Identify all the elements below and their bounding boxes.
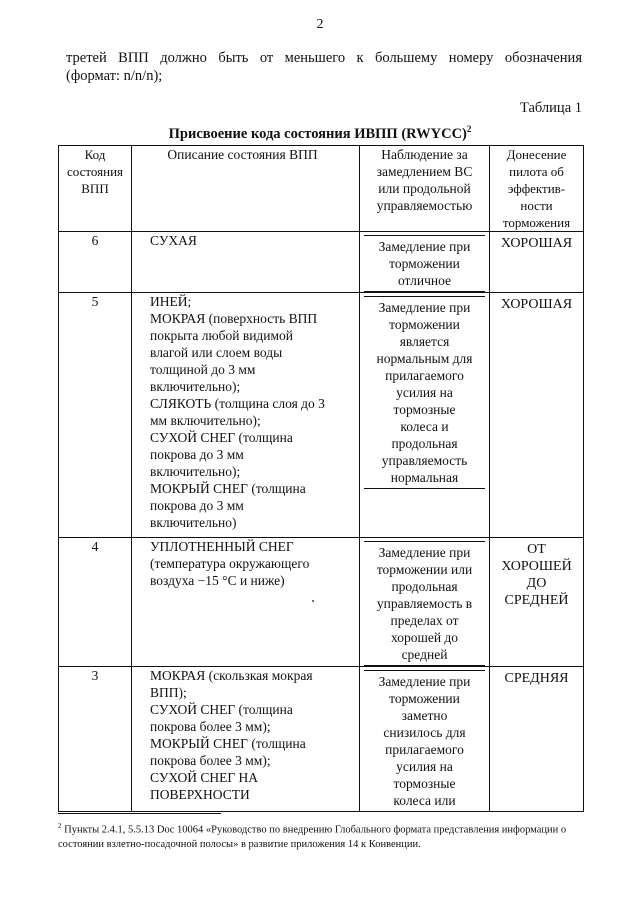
cell-text-line: пределах от	[390, 613, 459, 628]
cell-text-line: МОКРЫЙ СНЕГ (толщина	[150, 736, 306, 751]
row-observation	[360, 293, 490, 538]
cell-text-line: включительно);	[150, 464, 241, 479]
table-row	[59, 293, 584, 538]
header-observation	[360, 146, 490, 232]
cell-text-line: покрыта любой видимой	[150, 328, 294, 343]
observation-box	[364, 235, 485, 292]
cell-text-line: тормозные	[393, 402, 456, 417]
table-row	[59, 538, 584, 667]
table-title-text: Присвоение кода состояния ИВПП (RWYCC)	[168, 125, 467, 142]
row-description	[132, 667, 360, 812]
cell-text-line: усилия на	[396, 759, 453, 774]
cell-text-line: снизилось для	[383, 725, 466, 740]
cell-text-line: является	[399, 334, 450, 349]
cell-text-line: нормальным для	[376, 351, 473, 366]
cell-text-line: УПЛОТНЕННЫЙ СНЕГ	[150, 539, 294, 554]
cell-text-line: включительно);	[150, 379, 241, 394]
footnote	[58, 819, 582, 852]
cell-text-line: Замедление при	[378, 674, 471, 689]
table-row	[59, 232, 584, 293]
cell-text-line: Замедление при	[378, 545, 471, 560]
cell-text-line: управляемость в	[376, 596, 473, 611]
footnote-number: 2	[58, 822, 62, 830]
cell-text-line: СУХОЙ СНЕГ (толщина	[150, 702, 293, 717]
cell-text-line: усилия на	[396, 385, 453, 400]
row-code: 3	[59, 667, 132, 812]
cell-text-line: Замедление при	[378, 300, 471, 315]
header-description	[132, 146, 360, 232]
observation-box	[364, 296, 485, 489]
cell-text-line: прилагаемого	[385, 742, 464, 757]
cell-text-line: замедлением ВС	[376, 164, 473, 179]
table-header-row	[59, 146, 584, 232]
report-text	[490, 670, 583, 687]
report-text	[490, 235, 583, 252]
cell-text-line: СРЕДНЯЯ	[504, 671, 569, 686]
cell-text-line: заметно	[401, 708, 448, 723]
cell-text-line: ности	[520, 198, 553, 213]
observation-box	[364, 670, 485, 811]
observation-box	[364, 541, 485, 666]
cell-text-line: ХОРОШЕЙ	[501, 559, 572, 574]
cell-text-line: колеса или	[393, 793, 456, 808]
cell-text-line: прилагаемого	[385, 368, 464, 383]
cell-text-line: колеса и	[400, 419, 449, 434]
cell-text-line: Описание состояния ВПП	[167, 147, 318, 162]
cell-text-line: или продольной	[378, 181, 471, 196]
header-report	[490, 146, 584, 232]
cell-text-line: состояния	[67, 164, 123, 179]
row-observation	[360, 232, 490, 293]
row-description	[132, 232, 360, 293]
scan-speck	[312, 600, 314, 602]
cell-text-line: (температура окружающего	[150, 556, 310, 571]
row-report	[490, 293, 584, 538]
intro-paragraph	[66, 49, 582, 85]
cell-text-line: продольная	[391, 579, 458, 594]
report-text	[490, 296, 583, 313]
header-code	[59, 146, 132, 232]
row-observation	[360, 667, 490, 812]
cell-text-line: торможения	[502, 215, 571, 230]
table-label: Таблица 1	[519, 100, 582, 116]
cell-text-line: покрова более 3 мм);	[150, 719, 271, 734]
row-observation	[360, 538, 490, 667]
cell-text-line: пилота об	[509, 164, 564, 179]
row-code: 6	[59, 232, 132, 293]
row-code: 4	[59, 538, 132, 667]
cell-text-line: ХОРОШАЯ	[500, 236, 573, 251]
cell-text-line: Код	[84, 147, 106, 162]
cell-text-line: покрова до 3 мм	[150, 498, 244, 513]
intro-line-1: третей ВПП должно быть от меньшего к большему номеру обозначения	[66, 50, 582, 66]
cell-text-line: влагой или слоем воды	[150, 345, 283, 360]
cell-text-line: тормозные	[393, 776, 456, 791]
row-report	[490, 667, 584, 812]
cell-text-line: СЛЯКОТЬ (толщина слоя до 3	[150, 396, 325, 411]
cell-text-line: СУХАЯ	[150, 233, 197, 248]
cell-text-line: отличное	[397, 273, 452, 288]
row-description	[132, 538, 360, 667]
cell-text-line: нормальная	[390, 470, 459, 485]
cell-text-line: ОТ	[527, 542, 546, 557]
table-title	[0, 124, 640, 143]
cell-text-line: ВПП	[81, 181, 109, 196]
row-description	[132, 293, 360, 538]
cell-text-line: ХОРОШАЯ	[500, 297, 573, 312]
cell-text-line: Замедление при	[378, 239, 471, 254]
cell-text-line: торможении	[389, 256, 460, 271]
cell-text-line: включительно)	[150, 515, 237, 530]
cell-text-line: Наблюдение за	[381, 147, 468, 162]
cell-text-line: покрова до 3 мм	[150, 447, 244, 462]
cell-text-line: торможении	[389, 691, 460, 706]
cell-text-line: МОКРАЯ (поверхность ВПП	[150, 311, 318, 326]
table-row	[59, 667, 584, 812]
cell-text-line: средней	[401, 647, 448, 662]
page-number: 2	[316, 17, 324, 32]
cell-text-line: мм включительно);	[150, 413, 261, 428]
row-code: 5	[59, 293, 132, 538]
cell-text-line: МОКРЫЙ СНЕГ (толщина	[150, 481, 306, 496]
cell-text-line: торможении	[389, 317, 460, 332]
cell-text-line: Донесение	[506, 147, 567, 162]
footnote-text: Пункты 2.4.1, 5.5.13 Doc 10064 «Руководство по внедрению Глобального формата представления информации о состоянии взлетно-посадочной полосы» в развитие приложения 14 к Конвенции.	[58, 824, 567, 850]
cell-text-line: хорошей до	[390, 630, 459, 645]
cell-text-line: МОКРАЯ (скользкая мокрая	[150, 668, 313, 683]
row-report	[490, 232, 584, 293]
cell-text-line: управляемостью	[376, 198, 473, 213]
cell-text-line: ВПП);	[150, 685, 187, 700]
intro-line-2: (формат: n/n/n);	[66, 68, 163, 84]
cell-text-line: толщиной до 3 мм	[150, 362, 256, 377]
cell-text-line: управляемость	[381, 453, 468, 468]
rwycc-table	[58, 145, 584, 812]
row-report	[490, 538, 584, 667]
cell-text-line: ПОВЕРХНОСТИ	[150, 787, 250, 802]
cell-text-line: ИНЕЙ;	[150, 294, 192, 309]
cell-text-line: покрова более 3 мм);	[150, 753, 271, 768]
cell-text-line: СУХОЙ СНЕГ НА	[150, 770, 258, 785]
report-text	[490, 541, 583, 609]
cell-text-line: ДО	[526, 576, 547, 591]
table-title-footnote-ref: 2	[466, 124, 472, 134]
footnote-divider	[58, 813, 221, 814]
cell-text-line: СУХОЙ СНЕГ (толщина	[150, 430, 293, 445]
cell-text-line: продольная	[391, 436, 458, 451]
cell-text-line: воздуха −15 °С и ниже)	[150, 573, 285, 588]
cell-text-line: эффектив-	[507, 181, 566, 196]
cell-text-line: СРЕДНЕЙ	[504, 593, 569, 608]
cell-text-line: торможении или	[376, 562, 473, 577]
